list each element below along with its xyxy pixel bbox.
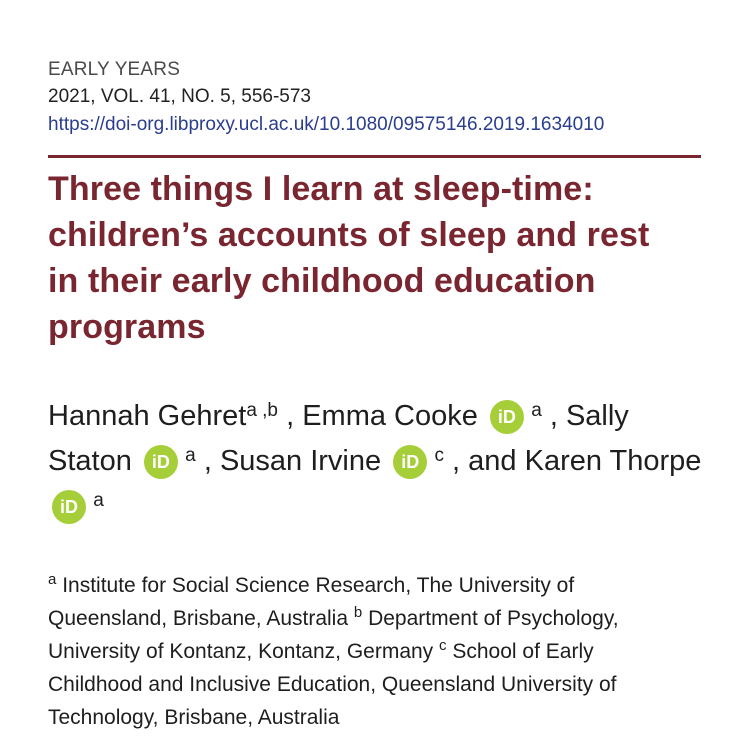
journal-name: EARLY YEARS [48, 59, 181, 80]
affiliation-marker: a ,b [246, 400, 279, 421]
author [220, 445, 525, 477]
author-name[interactable]: Hannah Gehret [48, 400, 247, 432]
affiliation-marker: a [88, 490, 104, 511]
affiliation-marker: c [439, 637, 447, 654]
affiliation-text: Department of Psychology, University of Kontanz, Kontanz, Germany [48, 607, 619, 663]
affiliation-marker: a [179, 445, 196, 466]
author-separator: , [278, 400, 303, 432]
orcid-icon[interactable]: iD [144, 445, 178, 479]
journal-citation: 2021, VOL. 41, NO. 5, 556-573 [48, 86, 312, 107]
article-header [48, 56, 708, 734]
doi-link[interactable]: https://doi-org.libproxy.ucl.ac.uk/10.1080/09575146.2019.1634010 [48, 114, 605, 135]
author [302, 400, 566, 432]
orcid-icon[interactable]: iD [490, 400, 524, 434]
author-name[interactable]: Susan Irvine [219, 445, 382, 477]
author-name[interactable]: Emma Cooke [302, 400, 478, 432]
author [48, 400, 302, 432]
author-separator: , [195, 445, 220, 477]
affiliation-marker: c [429, 445, 444, 466]
author-name[interactable]: Sally Staton [48, 400, 629, 477]
author-separator: , [541, 400, 566, 432]
affiliation-marker: b [353, 604, 363, 621]
article-title: Three things I learn at sleep-time: children’s accounts of sleep and rest in their early childhood education programs [48, 170, 650, 346]
author-separator: , and [443, 445, 525, 477]
author-name[interactable]: Karen Thorpe [524, 445, 702, 477]
affiliation-text: Institute for Social Science Research, The University of Queensland, Brisbane, Australia [48, 574, 575, 630]
orcid-icon[interactable]: iD [52, 490, 86, 524]
affiliation-marker: a [525, 400, 542, 421]
title-divider [48, 155, 701, 158]
affiliation-text: School of Early Childhood and Inclusive Education, Queensland University of Technology, Brisbane, Australia [48, 640, 617, 729]
affiliation-marker: a [48, 571, 57, 588]
affiliation-list [48, 569, 673, 734]
orcid-icon[interactable]: iD [393, 445, 427, 479]
author-list [48, 394, 708, 529]
